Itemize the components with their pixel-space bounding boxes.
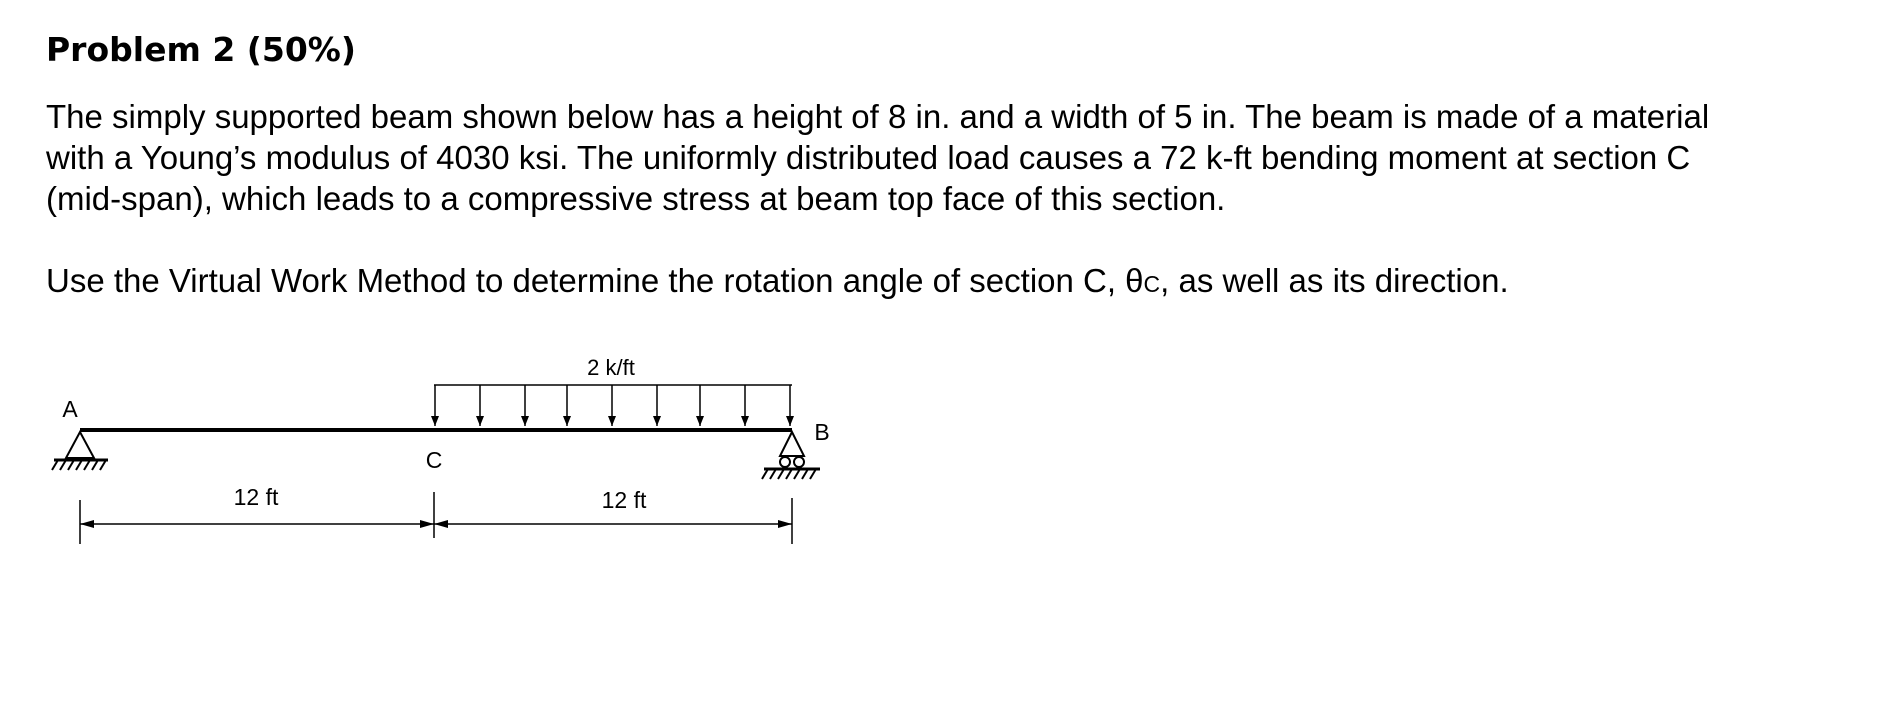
dim-arrow — [778, 520, 792, 528]
statement-line: The simply supported beam shown below has a height of 8 in. and a width of 5 in. The beam is made of a material — [46, 98, 1710, 135]
point-a-label: A — [62, 396, 78, 422]
dim-left-label: 12 ft — [233, 484, 279, 510]
load-label: 2 k/ft — [587, 355, 635, 380]
dim-arrow — [80, 520, 94, 528]
theta-subscript: C — [1143, 271, 1161, 297]
instruction-text: Use the Virtual Work Method to determine the rotation angle of section C, θ — [46, 262, 1144, 299]
dimension-lines — [80, 492, 792, 544]
distributed-load — [434, 355, 792, 426]
pin-support-a — [52, 432, 108, 470]
instruction-text-end: , as well as its direction. — [1160, 262, 1509, 299]
problem-title: Problem 2 (50%) — [46, 30, 356, 69]
roller-support-b — [762, 432, 820, 479]
load-arrows — [435, 385, 790, 426]
statement-line: (mid-span), which leads to a compressive stress at beam top face of this section. — [46, 180, 1226, 217]
point-c-label: C — [425, 447, 443, 473]
dim-arrow — [420, 520, 434, 528]
dim-arrow — [434, 520, 448, 528]
dim-right-label: 12 ft — [601, 487, 647, 513]
point-b-label: B — [814, 419, 830, 445]
statement-line: with a Young’s modulus of 4030 ksi. The uniformly distributed load causes a 72 k-ft bending moment at section C — [46, 139, 1691, 176]
